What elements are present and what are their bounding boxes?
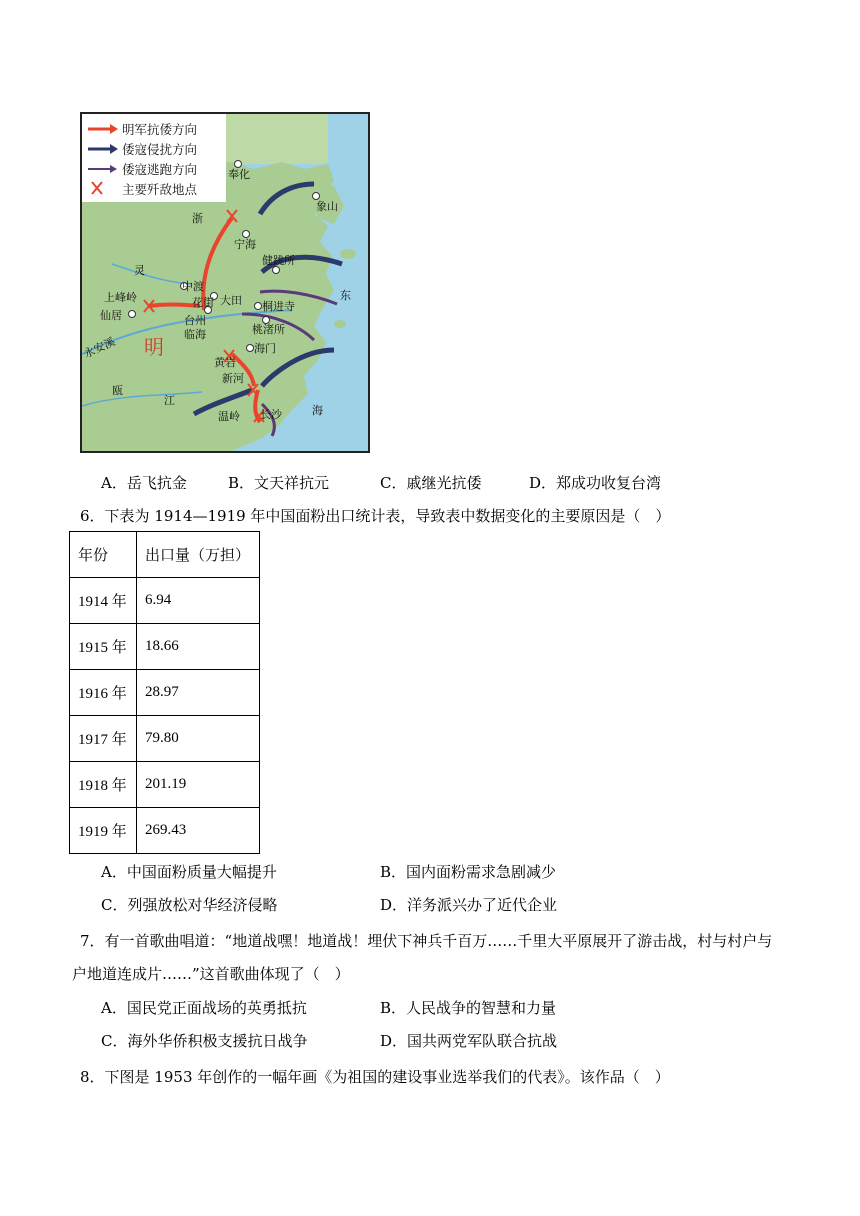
q7-stem-line2: 户地道连成片……”这首歌曲体现了（ ） — [72, 965, 350, 983]
map-label-zhe: 浙 — [192, 212, 203, 225]
table-cell-value: 18.66 — [137, 624, 260, 670]
place-xiangshan: 象山 — [316, 200, 338, 213]
svg-text:倭寇逃跑方向: 倭寇逃跑方向 — [122, 162, 198, 177]
q6-option-a[interactable]: A．中国面粉质量大幅提升 — [101, 863, 277, 881]
map-label-jiang: 江 — [164, 394, 175, 407]
table-cell-year: 1918 年 — [70, 762, 137, 808]
q7-stem-line1: 7．有一首歌曲唱道：“地道战嘿！地道战！埋伏下神兵千百万……千里大平原展开了游击战，村与村户与 — [80, 932, 773, 950]
q6-stem: 6．下表为 1914—1919 年中国面粉出口统计表，导致表中数据变化的主要原因是（ ） — [80, 507, 671, 525]
map-label-hai: 海 — [312, 404, 323, 417]
svg-text:主要歼敌地点: 主要歼敌地点 — [122, 182, 198, 197]
q5-option-d[interactable]: D．郑成功收复台湾 — [529, 474, 662, 492]
q5-option-a[interactable]: A．岳飞抗金 — [101, 474, 187, 492]
q5-option-b[interactable]: B．文天祥抗元 — [228, 474, 330, 492]
table-cell-year: 1915 年 — [70, 624, 137, 670]
map-label-dong: 东 — [340, 289, 351, 302]
place-changsha: 长沙 — [260, 408, 282, 421]
table-cell-value: 269.43 — [137, 808, 260, 854]
place-wenling: 温岭 — [218, 410, 240, 423]
place-jiantiaosuo: 健跳所 — [262, 254, 295, 267]
place-huangyan: 黄岩 — [214, 356, 236, 369]
svg-text:倭寇侵扰方向: 倭寇侵扰方向 — [122, 142, 198, 157]
map-label-ou: 瓯 — [112, 384, 123, 397]
place-taizhou: 台州 — [184, 314, 206, 327]
table-cell-year: 1916 年 — [70, 670, 137, 716]
q7-option-b[interactable]: B．人民战争的智慧和力量 — [380, 999, 557, 1017]
table-row — [70, 716, 260, 762]
q6-option-b[interactable]: B．国内面粉需求急剧减少 — [380, 863, 557, 881]
place-ninghai: 宁海 — [234, 238, 256, 251]
place-haimen: 海门 — [254, 342, 276, 355]
map-label-ming: 明 — [144, 335, 164, 359]
place-shangfengling: 上峰岭 — [104, 291, 137, 304]
table-header-export: 出口量（万担） — [137, 532, 260, 578]
table-cell-value: 28.97 — [137, 670, 260, 716]
place-xinhe: 新河 — [222, 372, 244, 385]
flour-export-table — [69, 531, 260, 854]
anti-japanese-pirates-map — [80, 112, 370, 453]
map-svg — [82, 114, 368, 451]
q5-option-c[interactable]: C．戚继光抗倭 — [380, 474, 482, 492]
place-taozhusuo: 桃渚所 — [252, 323, 285, 336]
table-cell-year: 1919 年 — [70, 808, 137, 854]
place-fenghua: 奉化 — [228, 168, 250, 181]
place-zhongdu: 中渡 — [182, 280, 204, 293]
table-row — [70, 808, 260, 854]
table-cell-year: 1917 年 — [70, 716, 137, 762]
table-cell-value: 79.80 — [137, 716, 260, 762]
table-cell-value: 201.19 — [137, 762, 260, 808]
table-header-year: 年份 — [70, 532, 137, 578]
table-cell-value: 6.94 — [137, 578, 260, 624]
table-cell-year: 1914 年 — [70, 578, 137, 624]
q7-option-d[interactable]: D．国共两党军队联合抗战 — [380, 1032, 558, 1050]
q8-stem: 8．下图是 1953 年创作的一幅年画《为祖国的建设事业选举我们的代表》。该作品（ ） — [80, 1068, 670, 1086]
map-island — [334, 320, 346, 328]
place-tongjinsi: 桐进寺 — [262, 300, 295, 313]
table-row — [70, 762, 260, 808]
q6-option-c[interactable]: C．列强放松对华经济侵略 — [101, 896, 278, 914]
table-header-row — [70, 532, 260, 578]
place-linhai: 临海 — [184, 328, 206, 341]
table-row — [70, 624, 260, 670]
svg-text:明军抗倭方向: 明军抗倭方向 — [122, 122, 198, 137]
table-row — [70, 578, 260, 624]
map-island — [340, 249, 356, 259]
place-xianju: 仙居 — [100, 309, 122, 322]
map-label-ling: 灵 — [134, 264, 145, 277]
table-row — [70, 670, 260, 716]
place-huajie: 花街 — [192, 296, 214, 309]
map-label-yonganxi: 永安溪 — [82, 334, 118, 361]
place-datian: 大田 — [220, 294, 242, 307]
q7-option-c[interactable]: C．海外华侨积极支援抗日战争 — [101, 1032, 308, 1050]
q7-option-a[interactable]: A．国民党正面战场的英勇抵抗 — [101, 999, 307, 1017]
q6-option-d[interactable]: D．洋务派兴办了近代企业 — [380, 896, 558, 914]
